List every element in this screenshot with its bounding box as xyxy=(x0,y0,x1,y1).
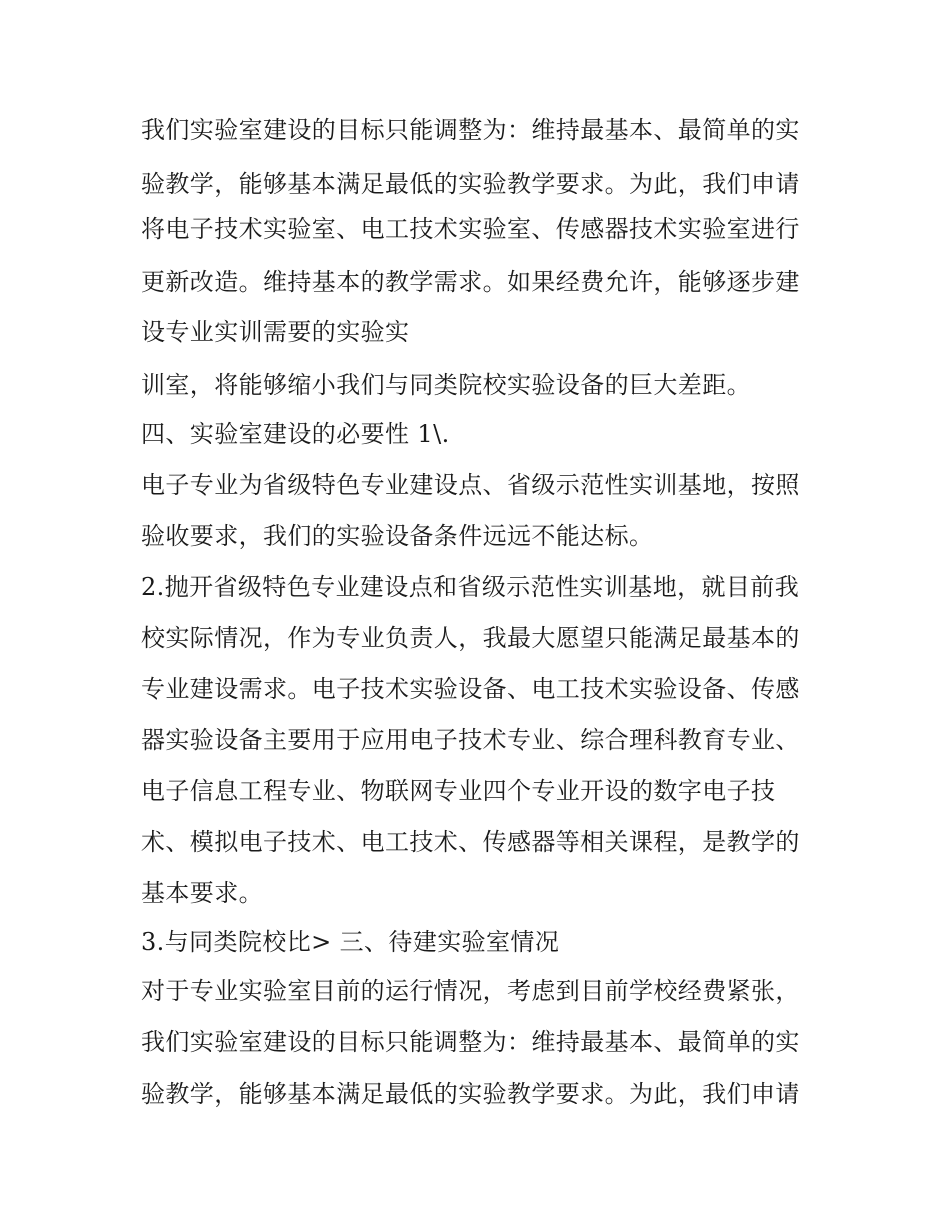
text-line: 专业建设需求。电子技术实验设备、电工技术实验设备、传感 xyxy=(141,675,800,703)
text-line: 器实验设备主要用于应用电子技术专业、综合理科教育专业、 xyxy=(141,726,800,754)
text-line: 校实际情况，作为专业负责人，我最大愿望只能满足最基本的 xyxy=(141,624,800,652)
text-line: 电子信息工程专业、物联网专业四个专业开设的数字电子技 xyxy=(141,777,776,805)
text-line: 训室，将能够缩小我们与同类院校实验设备的巨大差距。 xyxy=(141,371,751,399)
text-line: 2.抛开省级特色专业建设点和省级示范性实训基地，就目前我 xyxy=(141,573,800,601)
section-heading: 3.与同类院校比> 三、待建实验室情况 xyxy=(141,928,560,956)
text-line: 我们实验室建设的目标只能调整为：维持最基本、最简单的实 xyxy=(141,116,800,144)
text-line: 设专业实训需要的实验实 xyxy=(141,318,410,346)
text-line: 更新改造。维持基本的教学需求。如果经费允许，能够逐步建 xyxy=(141,268,800,296)
text-line: 基本要求。 xyxy=(141,879,263,907)
text-line: 将电子技术实验室、电工技术实验室、传感器技术实验室进行 xyxy=(141,215,800,243)
text-line: 电子专业为省级特色专业建设点、省级示范性实训基地，按照 xyxy=(141,471,800,499)
text-line: 验教学，能够基本满足最低的实验教学要求。为此，我们申请 xyxy=(141,170,800,198)
text-line: 验收要求，我们的实验设备条件远远不能达标。 xyxy=(141,522,654,550)
text-line: 对于专业实验室目前的运行情况，考虑到目前学校经费紧张， xyxy=(141,977,800,1005)
text-line: 术、模拟电子技术、电工技术、传感器等相关课程，是教学的 xyxy=(141,828,800,856)
section-heading: 四、实验室建设的必要性 1\. xyxy=(141,420,450,448)
text-line: 我们实验室建设的目标只能调整为：维持最基本、最简单的实 xyxy=(141,1028,800,1056)
text-line: 验教学，能够基本满足最低的实验教学要求。为此，我们申请 xyxy=(141,1080,800,1108)
